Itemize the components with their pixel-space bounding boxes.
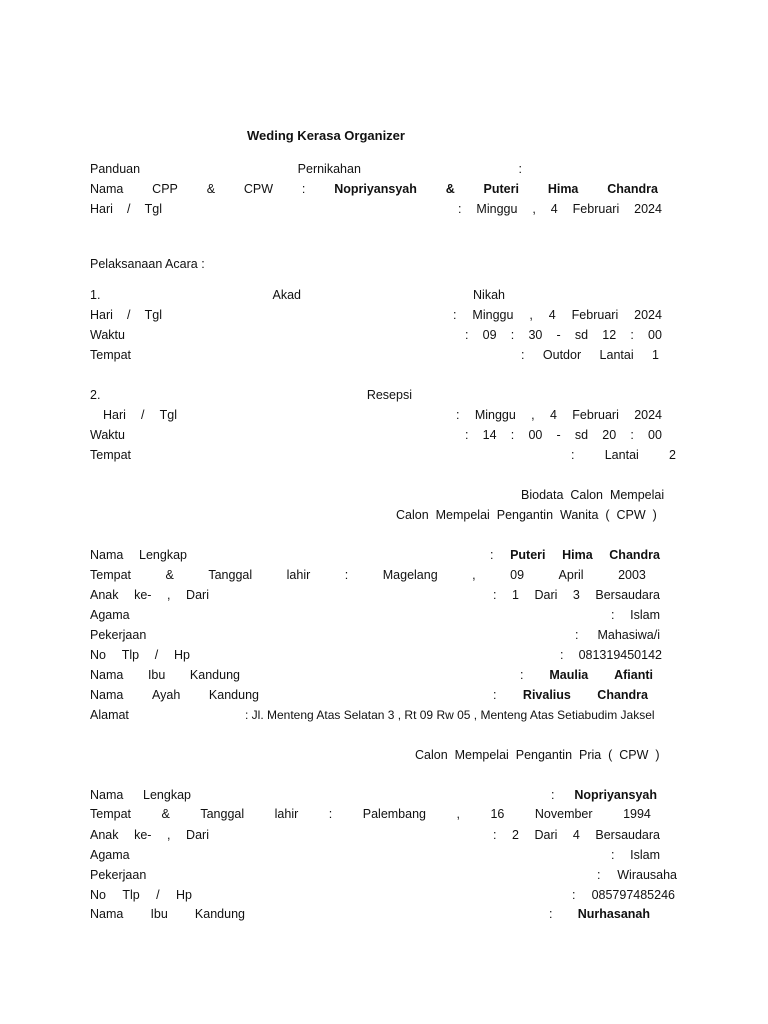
word: : xyxy=(518,162,522,176)
pelaksanaan-label: Pelaksanaan Acara : xyxy=(90,257,205,271)
word: Waktu xyxy=(90,428,125,442)
word: Nopriyansyah xyxy=(334,182,417,196)
word: : xyxy=(510,328,515,342)
word: : xyxy=(549,907,553,921)
word: & xyxy=(206,182,216,196)
word: lahir xyxy=(274,807,299,821)
word: / xyxy=(154,648,159,662)
word: Tanggal xyxy=(208,568,253,582)
word: Agama xyxy=(90,848,130,862)
word: Anak xyxy=(90,588,119,602)
word: , xyxy=(167,588,171,602)
word: Februari xyxy=(572,202,620,216)
word: Tgl xyxy=(144,202,162,216)
address-text: : Jl. Menteng Atas Selatan 3 , Rt 09 Rw 05 , Menteng Atas Setiabudim Jaksel xyxy=(245,708,655,722)
word: lahir xyxy=(286,568,311,582)
word: - xyxy=(556,428,561,442)
word: : xyxy=(521,348,525,362)
word: & xyxy=(165,568,174,582)
word: sd xyxy=(574,428,589,442)
word: 09 xyxy=(510,568,525,582)
word: 085797485246 xyxy=(591,888,675,902)
word: Dari xyxy=(534,828,558,842)
word: Minggu xyxy=(474,408,516,422)
word: No xyxy=(90,888,106,902)
word: Nopriyansyah xyxy=(574,788,657,802)
word: Nama xyxy=(90,688,124,702)
word: Puteri xyxy=(483,182,519,196)
word: No xyxy=(90,648,106,662)
word: Palembang xyxy=(362,807,426,821)
word: : xyxy=(551,788,555,802)
word: Panduan xyxy=(90,162,141,176)
word: Dari xyxy=(186,588,209,602)
word: Tempat xyxy=(90,568,131,582)
word: 2 xyxy=(512,828,519,842)
word: Chandra xyxy=(609,548,660,562)
word: Lengkap xyxy=(139,548,187,562)
word: November xyxy=(534,807,593,821)
word: , xyxy=(531,408,535,422)
cpp-ttl-line xyxy=(90,806,651,822)
word: Pernikahan xyxy=(297,162,361,176)
word: Nama xyxy=(90,788,124,802)
word: 1 xyxy=(512,588,519,602)
word: : xyxy=(571,448,575,462)
word: , xyxy=(529,308,533,322)
word: Rivalius xyxy=(522,688,571,702)
word: April xyxy=(558,568,584,582)
word: ke- xyxy=(134,588,152,602)
word: , xyxy=(167,828,171,842)
word: & xyxy=(161,807,170,821)
word: - xyxy=(556,328,561,342)
word: 3 xyxy=(572,588,580,602)
word: Nama xyxy=(90,668,124,682)
word: 4 xyxy=(572,828,580,842)
word: Minggu xyxy=(476,202,518,216)
word: Kandung xyxy=(194,907,245,921)
word: 4 xyxy=(550,408,557,422)
word: : xyxy=(611,608,615,622)
panduan-line xyxy=(90,161,522,177)
word: Wirausaha xyxy=(617,868,677,882)
word: , xyxy=(532,202,536,216)
word: 20 xyxy=(602,428,617,442)
word: : xyxy=(630,328,634,342)
word: 14 xyxy=(482,428,497,442)
akad-heading xyxy=(90,287,505,303)
word: Nama xyxy=(90,907,124,921)
word: : xyxy=(611,848,615,862)
word: Hari xyxy=(90,202,113,216)
word: Islam xyxy=(630,848,660,862)
word: 00 xyxy=(648,328,662,342)
word: : xyxy=(572,888,576,902)
word: Islam xyxy=(630,608,660,622)
word: 2 xyxy=(669,448,676,462)
word: 00 xyxy=(648,428,662,442)
word: CPP xyxy=(152,182,178,196)
word: : xyxy=(493,688,497,702)
word: 30 xyxy=(528,328,543,342)
word: Tgl xyxy=(144,308,162,322)
word: , xyxy=(456,807,460,821)
word: 2. xyxy=(90,388,101,402)
word: Tgl xyxy=(159,408,177,422)
word: Hp xyxy=(176,888,192,902)
word: Magelang xyxy=(382,568,438,582)
word: Maulia xyxy=(549,668,589,682)
word: Februari xyxy=(572,408,619,422)
word: : xyxy=(493,828,497,842)
word: 1994 xyxy=(623,807,651,821)
word: : xyxy=(328,807,333,821)
word: Agama xyxy=(90,608,130,622)
word: : xyxy=(630,428,634,442)
nama-cpp-cpw-line xyxy=(90,181,658,197)
word: , xyxy=(472,568,476,582)
word: Tempat xyxy=(90,807,131,821)
cpp-heading: Calon Mempelai Pengantin Pria ( CPW ) xyxy=(415,748,660,762)
word: Dari xyxy=(534,588,558,602)
word: Pekerjaan xyxy=(90,868,147,882)
word: sd xyxy=(574,328,589,342)
word: Tanggal xyxy=(200,807,245,821)
resepsi-heading xyxy=(90,387,412,403)
word: ke- xyxy=(134,828,152,842)
word: 16 xyxy=(490,807,505,821)
word: Akad xyxy=(272,288,301,302)
word: Chandra xyxy=(597,688,648,702)
word: : xyxy=(453,308,457,322)
word: Waktu xyxy=(90,328,125,342)
word: : xyxy=(493,588,497,602)
word: & xyxy=(445,182,455,196)
word: / xyxy=(156,888,160,902)
word: : xyxy=(520,668,524,682)
word: Minggu xyxy=(472,308,514,322)
word: 2024 xyxy=(634,202,662,216)
word: 00 xyxy=(528,428,543,442)
word: Ibu xyxy=(150,907,168,921)
word: CPW xyxy=(243,182,274,196)
word: 09 xyxy=(482,328,497,342)
word: Hari xyxy=(103,408,126,422)
word: 12 xyxy=(602,328,617,342)
word: Lantai xyxy=(599,348,634,362)
word: Resepsi xyxy=(366,388,412,402)
word: Puteri xyxy=(510,548,546,562)
word: Outdor xyxy=(542,348,582,362)
word: Tlp xyxy=(121,648,140,662)
word: : xyxy=(465,428,469,442)
word: 2024 xyxy=(634,408,662,422)
biodata-title: Biodata Calon Mempelai xyxy=(521,488,665,502)
word: 1. xyxy=(90,288,101,302)
word: : xyxy=(465,328,469,342)
word: Hari xyxy=(90,308,113,322)
word: : xyxy=(490,548,494,562)
word: Lengkap xyxy=(143,788,191,802)
word: Alamat xyxy=(90,708,129,722)
word: : xyxy=(458,202,462,216)
word: : xyxy=(560,648,564,662)
word: Nama xyxy=(90,182,124,196)
word: Ibu xyxy=(147,668,166,682)
word: : xyxy=(597,868,601,882)
word: Nama xyxy=(90,548,124,562)
word: Afianti xyxy=(614,668,653,682)
word: Bersaudara xyxy=(595,828,660,842)
word: 4 xyxy=(548,308,556,322)
word: Februari xyxy=(571,308,619,322)
word: Tlp xyxy=(122,888,140,902)
word: Ayah xyxy=(152,688,181,702)
word: Tempat xyxy=(90,348,131,362)
word: Dari xyxy=(186,828,209,842)
word: 2024 xyxy=(634,308,662,322)
word: Hima xyxy=(547,182,579,196)
word: Mahasiwa/i xyxy=(597,628,660,642)
word: : xyxy=(510,428,515,442)
word: / xyxy=(141,408,145,422)
word: Lantai xyxy=(604,448,639,462)
word: Hp xyxy=(174,648,190,662)
word: 4 xyxy=(550,202,558,216)
word: : xyxy=(344,568,349,582)
word: Nurhasanah xyxy=(577,907,650,921)
word: / xyxy=(127,308,131,322)
word: Kandung xyxy=(189,668,240,682)
word: Hima xyxy=(562,548,593,562)
word: : xyxy=(456,408,460,422)
word: Chandra xyxy=(607,182,658,196)
word: : xyxy=(575,628,579,642)
word: 2003 xyxy=(618,568,646,582)
word: Pekerjaan xyxy=(90,628,147,642)
document-title: Weding Kerasa Organizer xyxy=(247,128,405,143)
word: 081319450142 xyxy=(578,648,662,662)
cpw-heading: Calon Mempelai Pengantin Wanita ( CPW ) xyxy=(396,508,657,522)
word: / xyxy=(127,202,131,216)
word: : xyxy=(301,182,306,196)
word: Kandung xyxy=(208,688,259,702)
word: Bersaudara xyxy=(595,588,660,602)
word: Anak xyxy=(90,828,119,842)
word: 1 xyxy=(652,348,659,362)
cpw-ttl-line xyxy=(90,567,646,583)
word: Tempat xyxy=(90,448,131,462)
word: Nikah xyxy=(473,288,505,302)
